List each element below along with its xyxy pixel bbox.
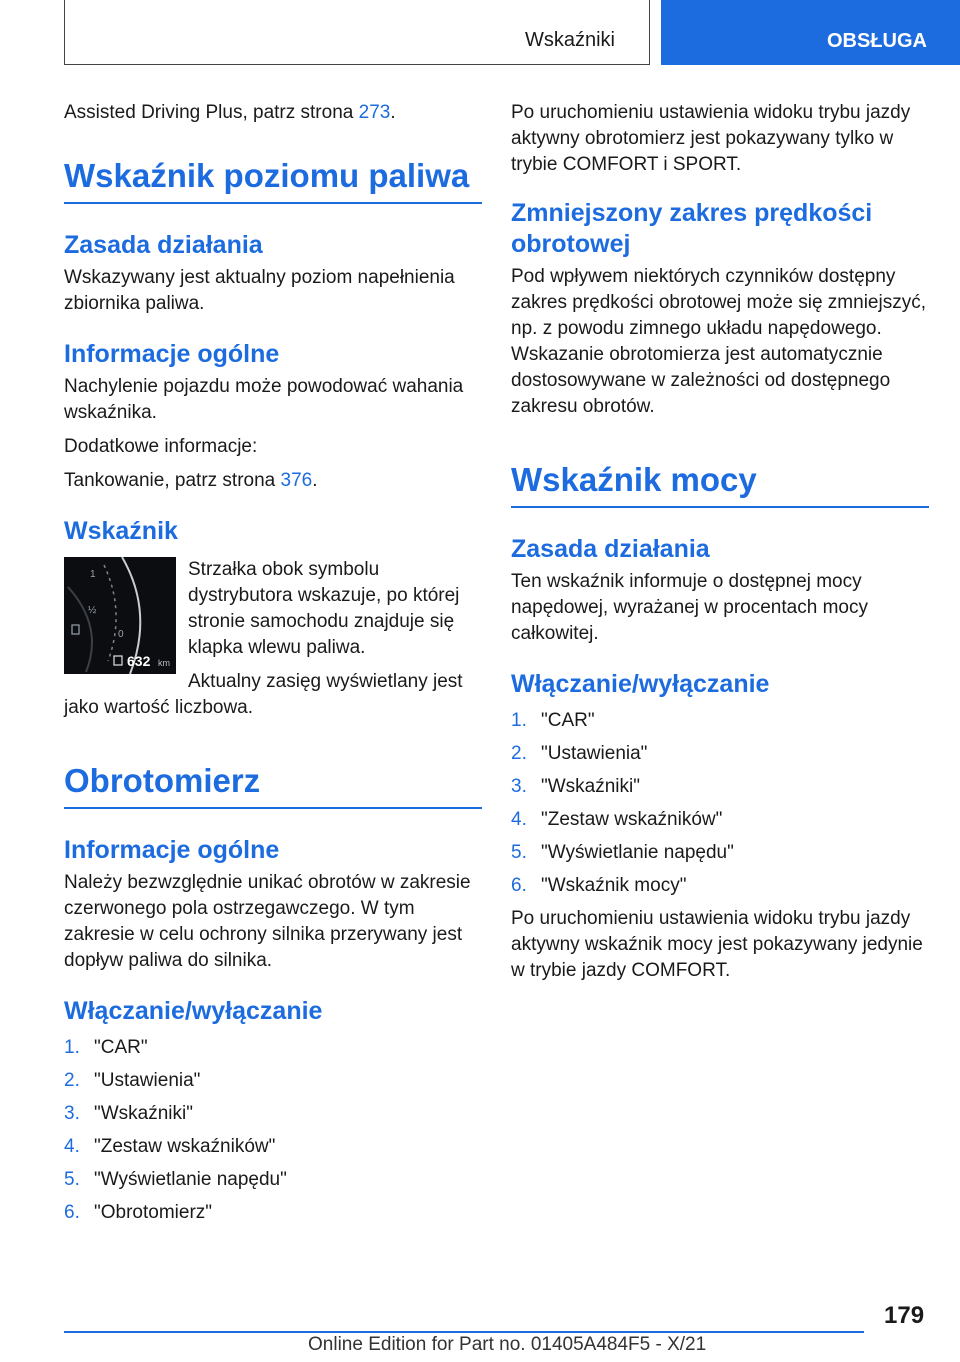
fuel-refuel-ref: Tankowanie, patrz strona 376. xyxy=(64,470,318,491)
list-item: 6. "Obrotomierz" xyxy=(64,1202,213,1223)
fuel-indicator-text-1: Strzałka obok symbolu dystrybutora wskazuje, po której stronie samochodu znajduje się klapka wlewu paliwa. xyxy=(188,559,460,658)
fuel-indicator-text-2: Aktualny zasięg wyświetlany jest jako wartość liczbowa. xyxy=(64,671,463,718)
gauge-tick-0: 0 xyxy=(118,629,124,640)
power-principle-heading: Zasada działania xyxy=(511,535,710,563)
tach-general-text: Należy bezwzględnie unikać obrotów w zakresie czerwonego pola ostrzegawczego. W tym zakresie w celu ochrony silnika przerywany jest dopływ paliwa do silnika. xyxy=(64,872,471,971)
left-column xyxy=(64,100,482,1233)
list-item: 2. "Ustawienia" xyxy=(511,743,648,764)
fuel-more-info: Dodatkowe informacje: xyxy=(64,436,258,457)
tach-after-text: Po uruchomieniu ustawienia widoku trybu jazdy aktywny obrotomierz jest pokazywany tylko w trybie COMFORT i SPORT. xyxy=(511,102,911,175)
footer-edition-text: Online Edition for Part no. 01405A484F5 - X/21 xyxy=(308,1334,707,1355)
right-column xyxy=(511,100,929,992)
list-item: 3. "Wskaźniki" xyxy=(511,776,640,797)
header-tab-obsluga[interactable] xyxy=(661,0,960,65)
header-section-title: Wskaźniki xyxy=(524,29,615,51)
tach-toggle-heading: Włączanie/wyłączanie xyxy=(64,997,323,1025)
list-item: 6. "Wskaźnik mocy" xyxy=(511,875,687,896)
power-principle-text: Ten wskaźnik informuje o dostępnej mocy napędowej, wyrażanej w procentach mocy całkowitej. xyxy=(511,571,868,644)
list-item: 4. "Zestaw wskaźników" xyxy=(511,809,723,830)
list-item: 3. "Wskaźniki" xyxy=(64,1103,193,1124)
fuel-principle-heading: Zasada działania xyxy=(64,231,263,259)
list-item: 2. "Ustawienia" xyxy=(64,1070,201,1091)
fuel-indicator-heading: Wskaźnik xyxy=(64,517,178,545)
list-item: 1. "CAR" xyxy=(511,710,595,731)
header-box xyxy=(64,0,650,65)
list-item: 5. "Wyświetlanie napędu" xyxy=(511,842,734,863)
intro-paragraph: Assisted Driving Plus, patrz strona 273. xyxy=(64,102,396,123)
footer-rule xyxy=(64,1331,864,1333)
header-tab-label: OBSŁUGA xyxy=(827,30,927,52)
tach-general-heading: Informacje ogólne xyxy=(64,836,280,864)
gauge-range-value: 632 xyxy=(127,653,151,669)
gauge-range-unit: km xyxy=(158,658,170,668)
list-item: 4. "Zestaw wskaźników" xyxy=(64,1136,276,1157)
fuel-gauge-image xyxy=(64,557,176,674)
reduced-range-text: Pod wpływem niektórych czynników dostępny zakres prędkości obrotowej może się zmniejszyć, np. z powodu zimnego układu napędowego. Wskazanie obrotomierza jest automatycznie dostosowywane w zależności od dostępnego zakresu obrotów. xyxy=(511,266,926,417)
power-toggle-heading: Włączanie/wyłączanie xyxy=(511,670,770,698)
fuel-general-text: Nachylenie pojazdu może powodować wahania wskaźnika. xyxy=(64,376,464,423)
fuel-general-heading: Informacje ogólne xyxy=(64,340,280,368)
gauge-tick-half: ½ xyxy=(88,605,97,616)
page-link-273[interactable]: 273 xyxy=(358,102,391,123)
reduced-range-heading: Zmniejszony zakres prędkości obrotowej xyxy=(511,199,873,258)
tach-steps-list xyxy=(64,1035,482,1226)
tachometer-title: Obrotomierz xyxy=(64,761,482,809)
fuel-principle-text: Wskazywany jest aktualny poziom napełnienia zbiornika paliwa. xyxy=(64,267,455,314)
power-steps-list xyxy=(511,708,929,899)
fuel-gauge-title: Wskaźnik poziomu paliwa xyxy=(64,156,482,204)
page-link-376[interactable]: 376 xyxy=(280,470,313,491)
gauge-tick-1: 1 xyxy=(90,569,96,580)
power-after-text: Po uruchomieniu ustawienia widoku trybu jazdy aktywny wskaźnik mocy jest pokazywany jedynie w trybie jazdy COMFORT. xyxy=(511,908,923,981)
list-item: 1. "CAR" xyxy=(64,1037,148,1058)
page-number: 179 xyxy=(884,1302,925,1329)
power-meter-title: Wskaźnik mocy xyxy=(511,460,929,508)
list-item: 5. "Wyświetlanie napędu" xyxy=(64,1169,287,1190)
